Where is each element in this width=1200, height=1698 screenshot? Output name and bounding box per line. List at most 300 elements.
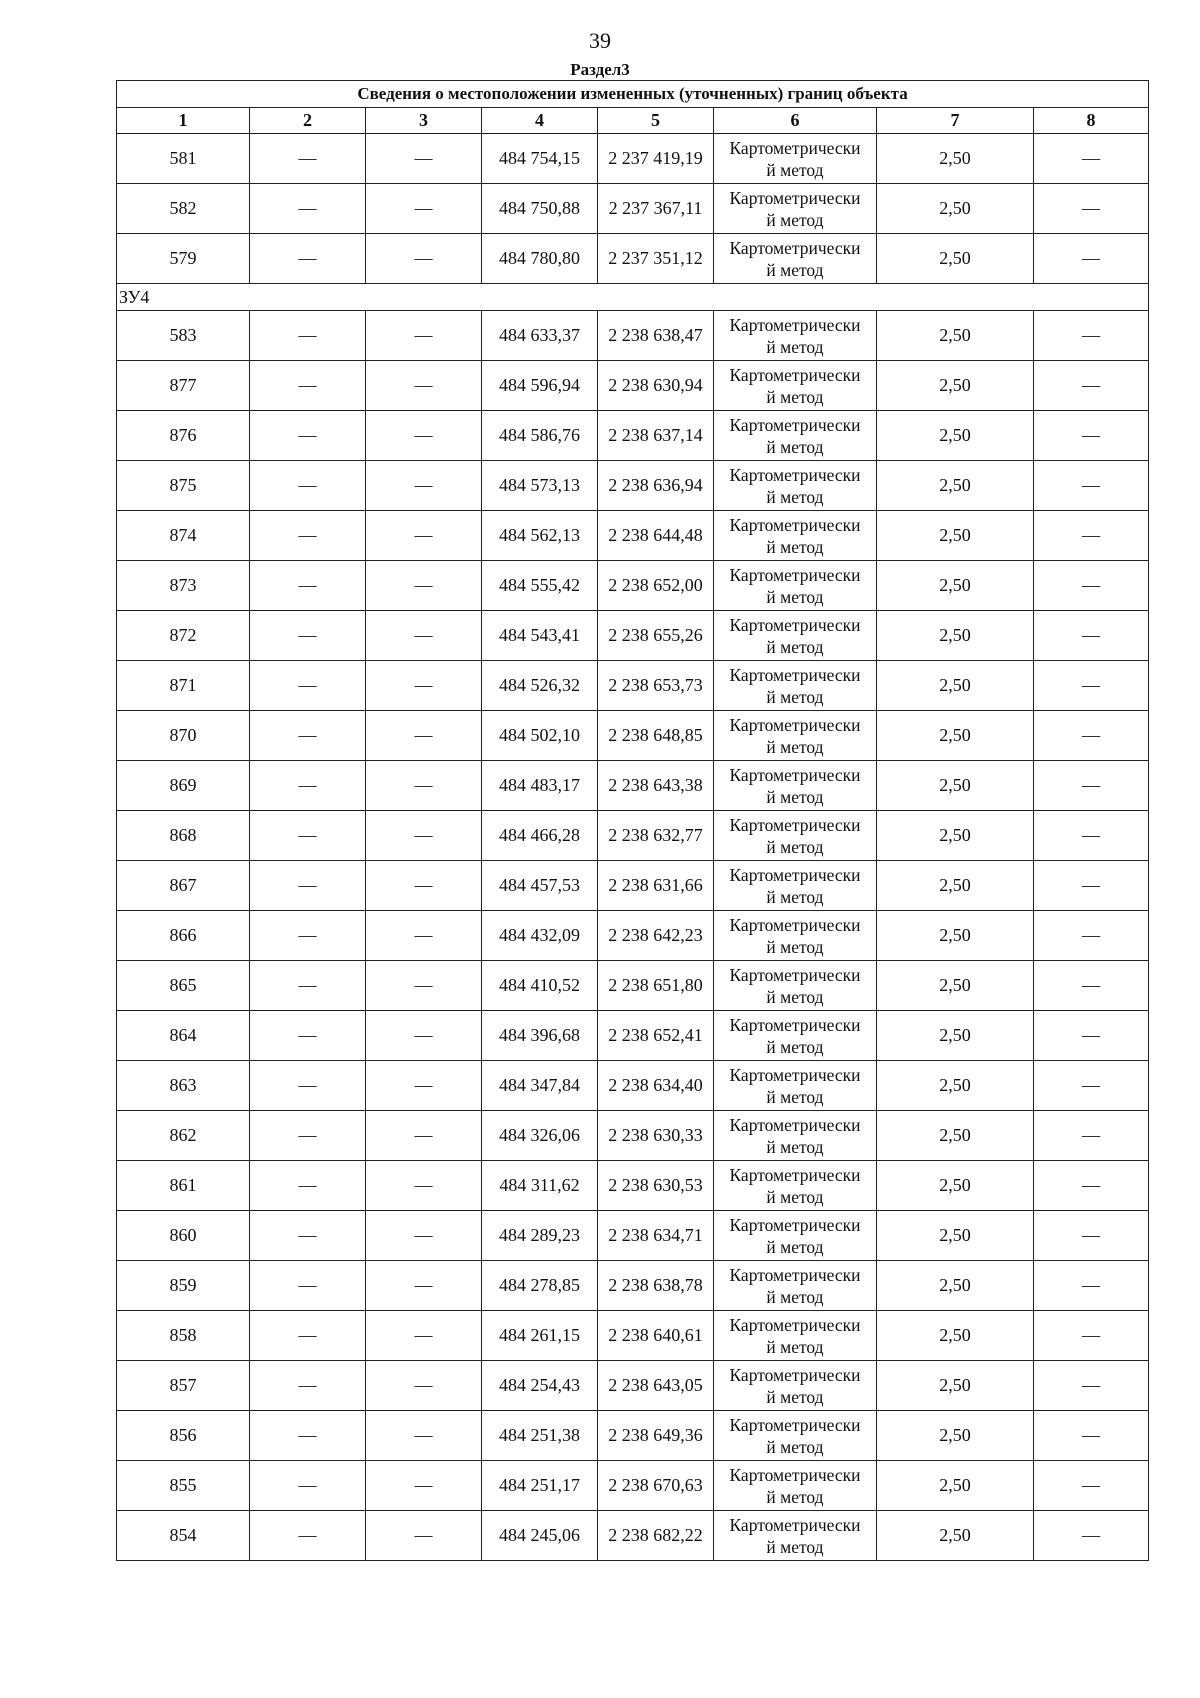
col-2-cell: — xyxy=(250,234,366,284)
method-cell xyxy=(714,911,877,961)
method-line-2: й метод xyxy=(766,1186,824,1207)
coord-x-cell: 484 596,94 xyxy=(482,361,598,411)
col-8-cell: — xyxy=(1034,911,1149,961)
method-line-1: Картометрически xyxy=(729,514,861,535)
col-3-cell: — xyxy=(366,1261,482,1311)
col-8-cell: — xyxy=(1034,611,1149,661)
col-3-cell: — xyxy=(366,461,482,511)
point-number-cell: 866 xyxy=(117,911,250,961)
coord-y-cell: 2 238 653,73 xyxy=(598,661,714,711)
col-3-cell: — xyxy=(366,611,482,661)
coord-y-cell: 2 238 649,36 xyxy=(598,1411,714,1461)
accuracy-cell: 2,50 xyxy=(877,911,1034,961)
table-row xyxy=(117,1311,1149,1361)
accuracy-cell: 2,50 xyxy=(877,661,1034,711)
col-8-cell: — xyxy=(1034,411,1149,461)
method-cell xyxy=(714,861,877,911)
col-8-cell: — xyxy=(1034,711,1149,761)
table-row xyxy=(117,511,1149,561)
method-line-2: й метод xyxy=(766,536,824,557)
table-row xyxy=(117,1211,1149,1261)
col-2-cell: — xyxy=(250,961,366,1011)
method-line-2: й метод xyxy=(766,836,824,857)
table-row xyxy=(117,911,1149,961)
method-cell xyxy=(714,1211,877,1261)
table-row xyxy=(117,611,1149,661)
col-3-cell: — xyxy=(366,761,482,811)
point-number-cell: 856 xyxy=(117,1411,250,1461)
col-3-cell: — xyxy=(366,561,482,611)
method-cell xyxy=(714,1161,877,1211)
method-cell xyxy=(714,561,877,611)
col-2-cell: — xyxy=(250,911,366,961)
accuracy-cell: 2,50 xyxy=(877,1211,1034,1261)
table-row xyxy=(117,811,1149,861)
point-number-cell: 867 xyxy=(117,861,250,911)
method-line-2: й метод xyxy=(766,636,824,657)
col-2-cell: — xyxy=(250,461,366,511)
col-2-cell: — xyxy=(250,611,366,661)
coord-x-cell: 484 311,62 xyxy=(482,1161,598,1211)
point-number-cell: 861 xyxy=(117,1161,250,1211)
method-line-2: й метод xyxy=(766,1336,824,1357)
point-number-cell: 854 xyxy=(117,1511,250,1561)
accuracy-cell: 2,50 xyxy=(877,134,1034,184)
accuracy-cell: 2,50 xyxy=(877,1161,1034,1211)
col-8-cell: — xyxy=(1034,184,1149,234)
col-3-cell: — xyxy=(366,184,482,234)
table-row xyxy=(117,711,1149,761)
method-cell xyxy=(714,1311,877,1361)
column-header-row xyxy=(117,108,1149,134)
table-row xyxy=(117,861,1149,911)
method-line-2: й метод xyxy=(766,686,824,707)
accuracy-cell: 2,50 xyxy=(877,711,1034,761)
col-2-cell: — xyxy=(250,1311,366,1361)
method-cell xyxy=(714,611,877,661)
coord-y-cell: 2 238 630,33 xyxy=(598,1111,714,1161)
method-line-2: й метод xyxy=(766,586,824,607)
table-row xyxy=(117,1111,1149,1161)
col-3-cell: — xyxy=(366,911,482,961)
col-3-cell: — xyxy=(366,411,482,461)
col-2-cell: — xyxy=(250,761,366,811)
method-line-1: Картометрически xyxy=(729,964,861,985)
col-3-cell: — xyxy=(366,134,482,184)
method-cell xyxy=(714,1411,877,1461)
method-line-1: Картометрически xyxy=(729,714,861,735)
point-number-cell: 872 xyxy=(117,611,250,661)
col-2-cell: — xyxy=(250,511,366,561)
col-3-cell: — xyxy=(366,1461,482,1511)
point-number-cell: 873 xyxy=(117,561,250,611)
point-number-cell: 855 xyxy=(117,1461,250,1511)
table-caption: Сведения о местоположении измененных (уточненных) границ объекта xyxy=(117,81,1149,108)
col-8-cell: — xyxy=(1034,1461,1149,1511)
point-number-cell: 863 xyxy=(117,1061,250,1111)
coord-y-cell: 2 237 367,11 xyxy=(598,184,714,234)
coord-y-cell: 2 238 651,80 xyxy=(598,961,714,1011)
coord-y-cell: 2 238 638,47 xyxy=(598,311,714,361)
col-3-cell: — xyxy=(366,1011,482,1061)
method-cell xyxy=(714,361,877,411)
col-3-cell: — xyxy=(366,1211,482,1261)
accuracy-cell: 2,50 xyxy=(877,761,1034,811)
method-cell xyxy=(714,411,877,461)
accuracy-cell: 2,50 xyxy=(877,811,1034,861)
column-header-6: 6 xyxy=(714,108,877,134)
coord-y-cell: 2 238 640,61 xyxy=(598,1311,714,1361)
method-cell xyxy=(714,1261,877,1311)
coord-y-cell: 2 237 419,19 xyxy=(598,134,714,184)
method-line-1: Картометрически xyxy=(729,614,861,635)
method-line-2: й метод xyxy=(766,986,824,1007)
point-number-cell: 859 xyxy=(117,1261,250,1311)
accuracy-cell: 2,50 xyxy=(877,511,1034,561)
method-line-1: Картометрически xyxy=(729,1214,861,1235)
table-row xyxy=(117,761,1149,811)
accuracy-cell: 2,50 xyxy=(877,1011,1034,1061)
table-row xyxy=(117,234,1149,284)
coord-x-cell: 484 396,68 xyxy=(482,1011,598,1061)
coord-x-cell: 484 326,06 xyxy=(482,1111,598,1161)
method-cell xyxy=(714,1511,877,1561)
method-line-2: й метод xyxy=(766,786,824,807)
col-3-cell: — xyxy=(366,1061,482,1111)
method-line-2: й метод xyxy=(766,1486,824,1507)
coord-y-cell: 2 238 652,00 xyxy=(598,561,714,611)
method-line-1: Картометрически xyxy=(729,864,861,885)
page-number: 39 xyxy=(589,28,611,53)
col-8-cell: — xyxy=(1034,1411,1149,1461)
method-line-1: Картометрически xyxy=(729,237,861,258)
method-line-2: й метод xyxy=(766,1386,824,1407)
coord-y-cell: 2 238 643,05 xyxy=(598,1361,714,1411)
coord-x-cell: 484 586,76 xyxy=(482,411,598,461)
method-line-2: й метод xyxy=(766,1536,824,1557)
coord-x-cell: 484 466,28 xyxy=(482,811,598,861)
col-2-cell: — xyxy=(250,1261,366,1311)
coord-x-cell: 484 410,52 xyxy=(482,961,598,1011)
coord-y-cell: 2 238 630,94 xyxy=(598,361,714,411)
method-line-1: Картометрически xyxy=(729,814,861,835)
col-2-cell: — xyxy=(250,561,366,611)
method-line-1: Картометрически xyxy=(729,1414,861,1435)
method-cell xyxy=(714,761,877,811)
table-row xyxy=(117,1011,1149,1061)
col-8-cell: — xyxy=(1034,1061,1149,1111)
coord-x-cell: 484 254,43 xyxy=(482,1361,598,1411)
col-8-cell: — xyxy=(1034,961,1149,1011)
col-2-cell: — xyxy=(250,1211,366,1261)
column-header-1: 1 xyxy=(117,108,250,134)
col-3-cell: — xyxy=(366,1511,482,1561)
point-number-cell: 581 xyxy=(117,134,250,184)
table-row xyxy=(117,311,1149,361)
method-line-1: Картометрически xyxy=(729,187,861,208)
point-number-cell: 860 xyxy=(117,1211,250,1261)
col-3-cell: — xyxy=(366,861,482,911)
method-line-2: й метод xyxy=(766,1086,824,1107)
method-line-1: Картометрически xyxy=(729,314,861,335)
coord-y-cell: 2 238 648,85 xyxy=(598,711,714,761)
accuracy-cell: 2,50 xyxy=(877,1361,1034,1411)
accuracy-cell: 2,50 xyxy=(877,1511,1034,1561)
accuracy-cell: 2,50 xyxy=(877,234,1034,284)
col-8-cell: — xyxy=(1034,661,1149,711)
col-2-cell: — xyxy=(250,811,366,861)
coord-x-cell: 484 289,23 xyxy=(482,1211,598,1261)
column-header-8: 8 xyxy=(1034,108,1149,134)
col-8-cell: — xyxy=(1034,561,1149,611)
coord-x-cell: 484 780,80 xyxy=(482,234,598,284)
method-line-2: й метод xyxy=(766,1286,824,1307)
point-number-cell: 862 xyxy=(117,1111,250,1161)
table-row xyxy=(117,1461,1149,1511)
coord-y-cell: 2 238 637,14 xyxy=(598,411,714,461)
col-8-cell: — xyxy=(1034,1161,1149,1211)
col-3-cell: — xyxy=(366,511,482,561)
method-line-1: Картометрически xyxy=(729,914,861,935)
col-2-cell: — xyxy=(250,711,366,761)
group-label: ЗУ4 xyxy=(117,284,1149,311)
coord-x-cell: 484 251,38 xyxy=(482,1411,598,1461)
method-cell xyxy=(714,1011,877,1061)
coord-y-cell: 2 238 632,77 xyxy=(598,811,714,861)
accuracy-cell: 2,50 xyxy=(877,461,1034,511)
col-2-cell: — xyxy=(250,1161,366,1211)
method-line-1: Картометрически xyxy=(729,137,861,158)
coord-x-cell: 484 562,13 xyxy=(482,511,598,561)
col-3-cell: — xyxy=(366,711,482,761)
method-cell xyxy=(714,511,877,561)
col-8-cell: — xyxy=(1034,1211,1149,1261)
col-2-cell: — xyxy=(250,1411,366,1461)
method-cell xyxy=(714,134,877,184)
method-line-1: Картометрически xyxy=(729,464,861,485)
method-line-2: й метод xyxy=(766,886,824,907)
method-line-1: Картометрически xyxy=(729,1264,861,1285)
col-3-cell: — xyxy=(366,1111,482,1161)
method-line-2: й метод xyxy=(766,159,824,180)
coord-x-cell: 484 573,13 xyxy=(482,461,598,511)
method-line-1: Картометрически xyxy=(729,1114,861,1135)
table-row xyxy=(117,661,1149,711)
coord-y-cell: 2 238 642,23 xyxy=(598,911,714,961)
table-body xyxy=(117,134,1149,1561)
method-line-1: Картометрически xyxy=(729,1514,861,1535)
coord-x-cell: 484 245,06 xyxy=(482,1511,598,1561)
method-line-2: й метод xyxy=(766,1036,824,1057)
col-8-cell: — xyxy=(1034,134,1149,184)
coord-x-cell: 484 526,32 xyxy=(482,661,598,711)
col-8-cell: — xyxy=(1034,1511,1149,1561)
accuracy-cell: 2,50 xyxy=(877,611,1034,661)
col-2-cell: — xyxy=(250,1061,366,1111)
method-line-2: й метод xyxy=(766,336,824,357)
method-line-2: й метод xyxy=(766,259,824,280)
col-8-cell: — xyxy=(1034,1011,1149,1061)
method-line-1: Картометрически xyxy=(729,414,861,435)
point-number-cell: 582 xyxy=(117,184,250,234)
method-line-2: й метод xyxy=(766,1436,824,1457)
method-cell xyxy=(714,461,877,511)
method-line-1: Картометрически xyxy=(729,1164,861,1185)
coord-y-cell: 2 238 631,66 xyxy=(598,861,714,911)
coord-x-cell: 484 543,41 xyxy=(482,611,598,661)
coord-x-cell: 484 432,09 xyxy=(482,911,598,961)
method-line-2: й метод xyxy=(766,1236,824,1257)
method-cell xyxy=(714,1061,877,1111)
coord-x-cell: 484 754,15 xyxy=(482,134,598,184)
col-2-cell: — xyxy=(250,661,366,711)
col-8-cell: — xyxy=(1034,361,1149,411)
coord-y-cell: 2 237 351,12 xyxy=(598,234,714,284)
table-row xyxy=(117,184,1149,234)
col-2-cell: — xyxy=(250,1011,366,1061)
method-line-2: й метод xyxy=(766,1136,824,1157)
method-cell xyxy=(714,311,877,361)
method-line-1: Картометрически xyxy=(729,1014,861,1035)
point-number-cell: 876 xyxy=(117,411,250,461)
method-cell xyxy=(714,661,877,711)
accuracy-cell: 2,50 xyxy=(877,1061,1034,1111)
method-cell xyxy=(714,961,877,1011)
col-3-cell: — xyxy=(366,234,482,284)
table-row xyxy=(117,561,1149,611)
point-number-cell: 583 xyxy=(117,311,250,361)
column-header-3: 3 xyxy=(366,108,482,134)
col-2-cell: — xyxy=(250,1511,366,1561)
col-2-cell: — xyxy=(250,184,366,234)
coord-x-cell: 484 457,53 xyxy=(482,861,598,911)
accuracy-cell: 2,50 xyxy=(877,184,1034,234)
method-line-2: й метод xyxy=(766,209,824,230)
accuracy-cell: 2,50 xyxy=(877,411,1034,461)
method-line-1: Картометрически xyxy=(729,764,861,785)
col-8-cell: — xyxy=(1034,761,1149,811)
table-row xyxy=(117,134,1149,184)
coord-y-cell: 2 238 644,48 xyxy=(598,511,714,561)
point-number-cell: 858 xyxy=(117,1311,250,1361)
coord-y-cell: 2 238 643,38 xyxy=(598,761,714,811)
col-8-cell: — xyxy=(1034,511,1149,561)
accuracy-cell: 2,50 xyxy=(877,311,1034,361)
point-number-cell: 865 xyxy=(117,961,250,1011)
table-row xyxy=(117,361,1149,411)
col-8-cell: — xyxy=(1034,1111,1149,1161)
method-cell xyxy=(714,1461,877,1511)
coord-y-cell: 2 238 655,26 xyxy=(598,611,714,661)
col-8-cell: — xyxy=(1034,1261,1149,1311)
coord-y-cell: 2 238 638,78 xyxy=(598,1261,714,1311)
table-row xyxy=(117,1411,1149,1461)
point-number-cell: 875 xyxy=(117,461,250,511)
table-row xyxy=(117,1361,1149,1411)
accuracy-cell: 2,50 xyxy=(877,1311,1034,1361)
col-3-cell: — xyxy=(366,311,482,361)
accuracy-cell: 2,50 xyxy=(877,361,1034,411)
table-row xyxy=(117,1511,1149,1561)
section-title: Раздел3 xyxy=(570,60,630,79)
col-3-cell: — xyxy=(366,361,482,411)
group-row xyxy=(117,284,1149,311)
point-number-cell: 874 xyxy=(117,511,250,561)
col-2-cell: — xyxy=(250,1361,366,1411)
coord-y-cell: 2 238 630,53 xyxy=(598,1161,714,1211)
accuracy-cell: 2,50 xyxy=(877,1461,1034,1511)
point-number-cell: 869 xyxy=(117,761,250,811)
col-3-cell: — xyxy=(366,961,482,1011)
coord-x-cell: 484 750,88 xyxy=(482,184,598,234)
accuracy-cell: 2,50 xyxy=(877,861,1034,911)
method-line-1: Картометрически xyxy=(729,1464,861,1485)
method-line-2: й метод xyxy=(766,936,824,957)
point-number-cell: 864 xyxy=(117,1011,250,1061)
method-cell xyxy=(714,811,877,861)
method-line-2: й метод xyxy=(766,736,824,757)
coord-x-cell: 484 278,85 xyxy=(482,1261,598,1311)
col-3-cell: — xyxy=(366,1161,482,1211)
method-line-1: Картометрически xyxy=(729,1064,861,1085)
col-2-cell: — xyxy=(250,311,366,361)
column-header-2: 2 xyxy=(250,108,366,134)
col-8-cell: — xyxy=(1034,234,1149,284)
method-cell xyxy=(714,711,877,761)
table-row xyxy=(117,1261,1149,1311)
coord-x-cell: 484 502,10 xyxy=(482,711,598,761)
col-3-cell: — xyxy=(366,811,482,861)
table-row xyxy=(117,461,1149,511)
method-line-2: й метод xyxy=(766,436,824,457)
coord-y-cell: 2 238 634,40 xyxy=(598,1061,714,1111)
method-line-2: й метод xyxy=(766,486,824,507)
col-2-cell: — xyxy=(250,134,366,184)
method-cell xyxy=(714,234,877,284)
col-8-cell: — xyxy=(1034,1311,1149,1361)
point-number-cell: 870 xyxy=(117,711,250,761)
coord-y-cell: 2 238 670,63 xyxy=(598,1461,714,1511)
col-8-cell: — xyxy=(1034,311,1149,361)
method-line-1: Картометрически xyxy=(729,1364,861,1385)
coord-y-cell: 2 238 634,71 xyxy=(598,1211,714,1261)
col-8-cell: — xyxy=(1034,461,1149,511)
method-line-1: Картометрически xyxy=(729,1314,861,1335)
coord-x-cell: 484 251,17 xyxy=(482,1461,598,1511)
column-header-4: 4 xyxy=(482,108,598,134)
method-cell xyxy=(714,184,877,234)
method-line-2: й метод xyxy=(766,386,824,407)
coordinates-table xyxy=(116,80,1149,1561)
col-2-cell: — xyxy=(250,1461,366,1511)
table-row xyxy=(117,411,1149,461)
col-3-cell: — xyxy=(366,1311,482,1361)
coord-y-cell: 2 238 636,94 xyxy=(598,461,714,511)
coord-x-cell: 484 347,84 xyxy=(482,1061,598,1111)
coord-y-cell: 2 238 652,41 xyxy=(598,1011,714,1061)
point-number-cell: 868 xyxy=(117,811,250,861)
point-number-cell: 871 xyxy=(117,661,250,711)
coord-y-cell: 2 238 682,22 xyxy=(598,1511,714,1561)
col-8-cell: — xyxy=(1034,1361,1149,1411)
table-row xyxy=(117,1161,1149,1211)
coord-x-cell: 484 555,42 xyxy=(482,561,598,611)
col-3-cell: — xyxy=(366,1361,482,1411)
method-line-1: Картометрически xyxy=(729,664,861,685)
coord-x-cell: 484 483,17 xyxy=(482,761,598,811)
accuracy-cell: 2,50 xyxy=(877,961,1034,1011)
col-3-cell: — xyxy=(366,661,482,711)
